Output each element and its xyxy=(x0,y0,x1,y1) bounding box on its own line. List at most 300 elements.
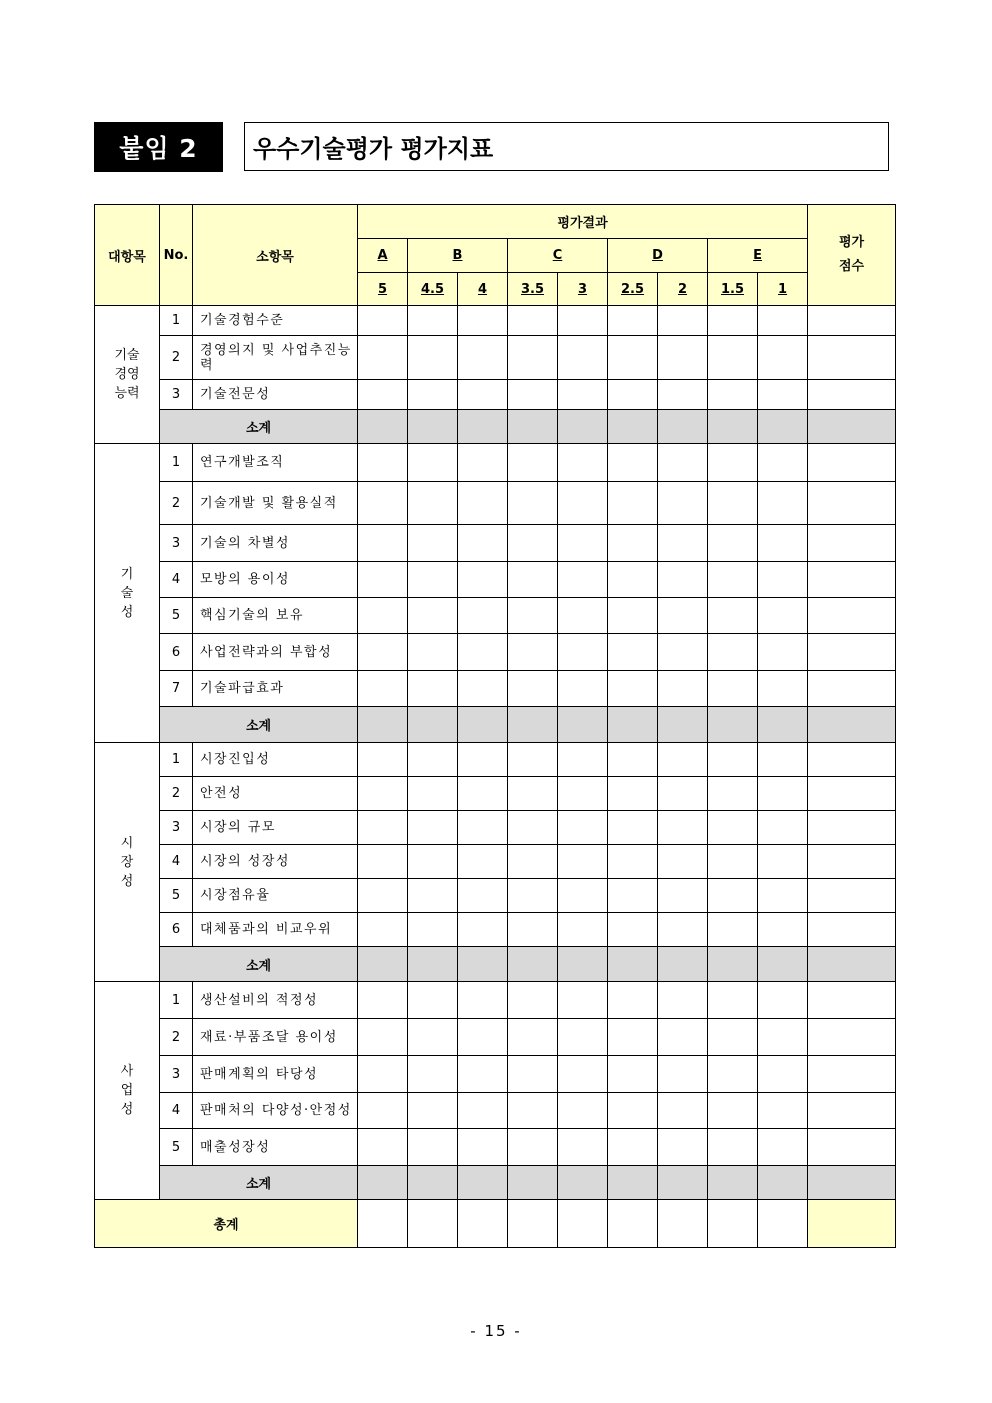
score-cell xyxy=(358,482,408,525)
score-cell xyxy=(558,777,608,811)
item-number: 6 xyxy=(160,913,193,947)
score-cell xyxy=(508,879,558,913)
score-cell xyxy=(458,336,508,380)
total-score-cell xyxy=(808,1056,896,1093)
score-cell xyxy=(508,562,558,598)
item-row xyxy=(95,525,896,562)
subtotal-cell xyxy=(508,1166,558,1200)
total-score-cell xyxy=(808,1129,896,1166)
subtotal-cell xyxy=(508,410,558,444)
subtotal-cell xyxy=(358,1166,408,1200)
subtotal-cell xyxy=(558,410,608,444)
item-number: 4 xyxy=(160,845,193,879)
score-cell xyxy=(508,743,558,777)
score-cell xyxy=(758,1019,808,1056)
score-cell xyxy=(708,879,758,913)
score-cell xyxy=(758,598,808,634)
total-score-cell xyxy=(808,482,896,525)
score-cell xyxy=(608,743,658,777)
score-cell xyxy=(558,811,608,845)
score-cell xyxy=(758,811,808,845)
subtotal-row xyxy=(95,1166,896,1200)
subtotal-row xyxy=(95,707,896,743)
score-cell xyxy=(358,811,408,845)
score-cell xyxy=(608,982,658,1019)
score-cell xyxy=(358,777,408,811)
item-row xyxy=(95,1056,896,1093)
score-cell xyxy=(608,845,658,879)
score-cell xyxy=(708,845,758,879)
subtotal-label: 소계 xyxy=(160,707,358,743)
item-label: 경영의지 및 사업추진능력 xyxy=(193,336,358,380)
total-cell xyxy=(658,1200,708,1248)
item-label: 시장진입성 xyxy=(193,743,358,777)
subtotal-cell xyxy=(808,1166,896,1200)
score-cell xyxy=(508,1019,558,1056)
score-cell xyxy=(658,811,708,845)
score-cell xyxy=(608,525,658,562)
score-cell xyxy=(708,562,758,598)
page-number: - 15 - xyxy=(470,1322,522,1340)
score-cell xyxy=(708,913,758,947)
item-label: 시장의 성장성 xyxy=(193,845,358,879)
item-row xyxy=(95,336,896,380)
attachment-tag: 붙임 2 xyxy=(94,122,223,172)
score-cell xyxy=(658,777,708,811)
score-cell xyxy=(458,743,508,777)
item-number: 3 xyxy=(160,525,193,562)
item-label: 핵심기술의 보유 xyxy=(193,598,358,634)
subtotal-cell xyxy=(658,707,708,743)
score-cell xyxy=(358,525,408,562)
item-label: 매출성장성 xyxy=(193,1129,358,1166)
score-cell xyxy=(508,913,558,947)
subtotal-cell xyxy=(708,707,758,743)
item-number: 2 xyxy=(160,777,193,811)
score-cell xyxy=(708,1056,758,1093)
total-cell xyxy=(358,1200,408,1248)
score-cell xyxy=(758,879,808,913)
score-cell xyxy=(758,380,808,410)
score-cell xyxy=(608,671,658,707)
score-cell xyxy=(758,562,808,598)
total-score-cell xyxy=(808,634,896,671)
major-category: 시 장 성 xyxy=(95,743,160,982)
score-cell xyxy=(458,982,508,1019)
score-cell xyxy=(458,1093,508,1129)
subtotal-cell xyxy=(458,1166,508,1200)
score-cell xyxy=(758,777,808,811)
subtotal-cell xyxy=(758,1166,808,1200)
score-cell xyxy=(608,1056,658,1093)
score-cell xyxy=(758,336,808,380)
grand-total-cell xyxy=(808,1200,896,1248)
subtotal-cell xyxy=(558,1166,608,1200)
total-score-cell xyxy=(808,777,896,811)
score-cell xyxy=(608,482,658,525)
score-cell xyxy=(558,879,608,913)
subtotal-row xyxy=(95,947,896,982)
score-cell xyxy=(508,598,558,634)
score-cell xyxy=(708,525,758,562)
total-score-cell xyxy=(808,598,896,634)
subtotal-label: 소계 xyxy=(160,410,358,444)
header-no: No. xyxy=(160,205,193,306)
item-label: 기술파급효과 xyxy=(193,671,358,707)
score-cell xyxy=(558,913,608,947)
score-cell xyxy=(508,444,558,482)
score-cell xyxy=(558,1019,608,1056)
score-cell xyxy=(758,1056,808,1093)
item-label: 재료·부품조달 용이성 xyxy=(193,1019,358,1056)
score-cell xyxy=(558,982,608,1019)
score-cell xyxy=(608,777,658,811)
score-cell xyxy=(708,1019,758,1056)
score-cell xyxy=(458,811,508,845)
score-cell xyxy=(558,482,608,525)
score-cell xyxy=(558,336,608,380)
item-row xyxy=(95,743,896,777)
score-cell xyxy=(408,634,458,671)
score-cell xyxy=(458,671,508,707)
score-cell xyxy=(758,913,808,947)
point-column-label: 1.5 xyxy=(708,273,758,306)
total-score-cell xyxy=(808,380,896,410)
score-cell xyxy=(758,444,808,482)
score-cell xyxy=(408,482,458,525)
score-cell xyxy=(608,913,658,947)
item-row xyxy=(95,598,896,634)
item-label: 모방의 용이성 xyxy=(193,562,358,598)
score-cell xyxy=(458,380,508,410)
score-cell xyxy=(358,634,408,671)
score-cell xyxy=(358,982,408,1019)
header-item: 소항목 xyxy=(193,205,358,306)
score-cell xyxy=(658,671,708,707)
score-cell xyxy=(408,743,458,777)
score-cell xyxy=(408,671,458,707)
score-cell xyxy=(558,1056,608,1093)
score-cell xyxy=(658,845,708,879)
score-cell xyxy=(708,777,758,811)
score-cell xyxy=(758,1129,808,1166)
score-cell xyxy=(658,1019,708,1056)
subtotal-cell xyxy=(458,410,508,444)
subtotal-label: 소계 xyxy=(160,947,358,982)
item-number: 3 xyxy=(160,811,193,845)
score-cell xyxy=(458,562,508,598)
header-score: 평가 점수 xyxy=(808,205,896,306)
score-cell xyxy=(758,634,808,671)
score-cell xyxy=(358,1129,408,1166)
total-label: 총계 xyxy=(95,1200,358,1248)
score-cell xyxy=(508,1129,558,1166)
total-score-cell xyxy=(808,525,896,562)
total-cell xyxy=(708,1200,758,1248)
score-cell xyxy=(358,845,408,879)
score-cell xyxy=(658,634,708,671)
score-cell xyxy=(708,634,758,671)
item-number: 6 xyxy=(160,634,193,671)
score-cell xyxy=(558,562,608,598)
total-score-cell xyxy=(808,811,896,845)
grade-C: C xyxy=(508,239,608,273)
item-number: 3 xyxy=(160,1056,193,1093)
subtotal-row xyxy=(95,410,896,444)
total-score-cell xyxy=(808,913,896,947)
score-cell xyxy=(758,845,808,879)
score-cell xyxy=(608,1093,658,1129)
score-cell xyxy=(558,743,608,777)
item-number: 5 xyxy=(160,1129,193,1166)
item-label: 시장점유율 xyxy=(193,879,358,913)
score-cell xyxy=(608,336,658,380)
subtotal-cell xyxy=(358,947,408,982)
score-cell xyxy=(658,743,708,777)
score-cell xyxy=(358,743,408,777)
score-cell xyxy=(658,913,708,947)
item-row xyxy=(95,634,896,671)
score-cell xyxy=(608,380,658,410)
score-cell xyxy=(708,380,758,410)
score-cell xyxy=(458,482,508,525)
score-cell xyxy=(758,982,808,1019)
score-cell xyxy=(658,444,708,482)
subtotal-cell xyxy=(508,947,558,982)
score-cell xyxy=(408,777,458,811)
header-row-1 xyxy=(95,205,896,239)
subtotal-label: 소계 xyxy=(160,1166,358,1200)
major-category: 기 술 성 xyxy=(95,444,160,743)
score-cell xyxy=(508,982,558,1019)
score-cell xyxy=(608,634,658,671)
item-number: 1 xyxy=(160,306,193,336)
score-cell xyxy=(708,743,758,777)
score-cell xyxy=(408,562,458,598)
score-cell xyxy=(658,1093,708,1129)
score-cell xyxy=(508,336,558,380)
score-cell xyxy=(408,845,458,879)
score-cell xyxy=(658,336,708,380)
score-cell xyxy=(708,982,758,1019)
subtotal-cell xyxy=(608,1166,658,1200)
score-cell xyxy=(558,845,608,879)
score-cell xyxy=(358,671,408,707)
item-row xyxy=(95,811,896,845)
score-cell xyxy=(358,336,408,380)
score-cell xyxy=(408,879,458,913)
score-cell xyxy=(708,482,758,525)
score-cell xyxy=(408,336,458,380)
score-cell xyxy=(458,306,508,336)
score-cell xyxy=(408,1129,458,1166)
item-row xyxy=(95,306,896,336)
evaluation-table xyxy=(94,204,896,1248)
item-row xyxy=(95,1093,896,1129)
score-cell xyxy=(358,913,408,947)
score-cell xyxy=(758,525,808,562)
score-cell xyxy=(358,562,408,598)
score-cell xyxy=(408,380,458,410)
score-cell xyxy=(458,634,508,671)
score-cell xyxy=(708,598,758,634)
score-cell xyxy=(408,1019,458,1056)
score-cell xyxy=(708,1093,758,1129)
total-score-cell xyxy=(808,879,896,913)
total-score-cell xyxy=(808,1019,896,1056)
score-cell xyxy=(458,1019,508,1056)
subtotal-cell xyxy=(458,707,508,743)
total-cell xyxy=(508,1200,558,1248)
score-cell xyxy=(508,634,558,671)
score-cell xyxy=(358,444,408,482)
total-score-cell xyxy=(808,845,896,879)
total-score-cell xyxy=(808,671,896,707)
item-number: 5 xyxy=(160,879,193,913)
score-cell xyxy=(458,845,508,879)
score-cell xyxy=(658,562,708,598)
score-cell xyxy=(508,845,558,879)
score-cell xyxy=(358,1019,408,1056)
score-cell xyxy=(358,1056,408,1093)
major-category: 사 업 성 xyxy=(95,982,160,1200)
total-cell xyxy=(408,1200,458,1248)
score-cell xyxy=(458,913,508,947)
subtotal-cell xyxy=(708,1166,758,1200)
point-column-label: 1 xyxy=(758,273,808,306)
score-cell xyxy=(408,982,458,1019)
subtotal-cell xyxy=(658,1166,708,1200)
subtotal-cell xyxy=(608,707,658,743)
subtotal-cell xyxy=(808,947,896,982)
grade-E: E xyxy=(708,239,808,273)
score-cell xyxy=(508,811,558,845)
score-cell xyxy=(458,444,508,482)
point-column-label: 4.5 xyxy=(408,273,458,306)
score-cell xyxy=(358,380,408,410)
score-cell xyxy=(608,598,658,634)
total-score-cell xyxy=(808,336,896,380)
score-cell xyxy=(408,913,458,947)
item-number: 2 xyxy=(160,1019,193,1056)
major-category: 기술 경영 능력 xyxy=(95,306,160,444)
score-cell xyxy=(708,811,758,845)
item-row xyxy=(95,777,896,811)
point-column-label: 5 xyxy=(358,273,408,306)
score-cell xyxy=(558,1093,608,1129)
total-score-cell xyxy=(808,982,896,1019)
score-cell xyxy=(658,879,708,913)
score-cell xyxy=(658,380,708,410)
score-cell xyxy=(458,1129,508,1166)
item-row xyxy=(95,845,896,879)
item-number: 1 xyxy=(160,982,193,1019)
score-cell xyxy=(758,1093,808,1129)
item-row xyxy=(95,444,896,482)
score-cell xyxy=(758,306,808,336)
score-cell xyxy=(608,306,658,336)
score-cell xyxy=(758,482,808,525)
score-cell xyxy=(708,444,758,482)
item-row xyxy=(95,913,896,947)
score-cell xyxy=(508,482,558,525)
score-cell xyxy=(358,879,408,913)
total-row xyxy=(95,1200,896,1248)
subtotal-cell xyxy=(558,707,608,743)
score-cell xyxy=(408,1056,458,1093)
score-cell xyxy=(358,598,408,634)
score-cell xyxy=(508,525,558,562)
subtotal-cell xyxy=(608,410,658,444)
item-number: 2 xyxy=(160,336,193,380)
total-score-cell xyxy=(808,562,896,598)
score-cell xyxy=(408,444,458,482)
score-cell xyxy=(658,598,708,634)
header-result: 평가결과 xyxy=(358,205,808,239)
score-cell xyxy=(458,879,508,913)
score-cell xyxy=(708,336,758,380)
score-cell xyxy=(508,1056,558,1093)
score-cell xyxy=(508,1093,558,1129)
subtotal-cell xyxy=(658,410,708,444)
item-label: 기술전문성 xyxy=(193,380,358,410)
item-label: 기술경험수준 xyxy=(193,306,358,336)
item-label: 판매처의 다양성·안정성 xyxy=(193,1093,358,1129)
subtotal-cell xyxy=(358,707,408,743)
item-row xyxy=(95,982,896,1019)
subtotal-cell xyxy=(408,947,458,982)
score-cell xyxy=(558,1129,608,1166)
score-cell xyxy=(658,1056,708,1093)
subtotal-cell xyxy=(558,947,608,982)
score-cell xyxy=(408,811,458,845)
total-score-cell xyxy=(808,444,896,482)
score-cell xyxy=(708,671,758,707)
score-cell xyxy=(458,525,508,562)
score-cell xyxy=(608,1129,658,1166)
score-cell xyxy=(708,1129,758,1166)
item-label: 기술의 차별성 xyxy=(193,525,358,562)
score-cell xyxy=(658,982,708,1019)
score-cell xyxy=(658,1129,708,1166)
item-label: 안전성 xyxy=(193,777,358,811)
subtotal-cell xyxy=(708,947,758,982)
subtotal-cell xyxy=(508,707,558,743)
item-number: 3 xyxy=(160,380,193,410)
total-score-cell xyxy=(808,743,896,777)
item-label: 기술개발 및 활용실적 xyxy=(193,482,358,525)
item-number: 5 xyxy=(160,598,193,634)
item-label: 사업전략과의 부합성 xyxy=(193,634,358,671)
score-cell xyxy=(658,306,708,336)
score-cell xyxy=(458,598,508,634)
document-title: 우수기술평가 평가지표 xyxy=(244,122,889,171)
score-cell xyxy=(408,1093,458,1129)
subtotal-cell xyxy=(758,410,808,444)
item-row xyxy=(95,671,896,707)
item-number: 7 xyxy=(160,671,193,707)
header-major: 대항목 xyxy=(95,205,160,306)
item-row xyxy=(95,380,896,410)
score-cell xyxy=(558,671,608,707)
score-cell xyxy=(508,671,558,707)
subtotal-cell xyxy=(408,707,458,743)
score-cell xyxy=(508,306,558,336)
total-score-cell xyxy=(808,306,896,336)
subtotal-cell xyxy=(758,947,808,982)
subtotal-cell xyxy=(758,707,808,743)
item-row xyxy=(95,1019,896,1056)
